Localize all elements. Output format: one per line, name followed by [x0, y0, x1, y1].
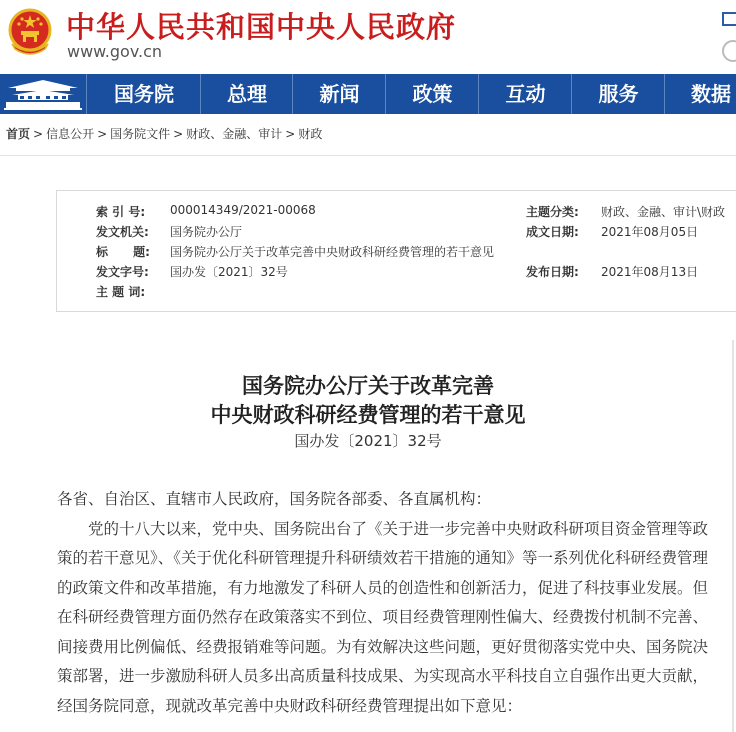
breadcrumb-item[interactable]: 财政 — [298, 127, 323, 141]
meta-topic-label: 主题分类: — [526, 205, 579, 219]
nav-item-news[interactable]: 新闻 — [292, 74, 386, 114]
meta-published-label: 发布日期: — [526, 265, 579, 279]
breadcrumb-separator: > — [173, 127, 184, 141]
content-divider — [0, 155, 736, 156]
breadcrumb-home[interactable]: 首页 — [6, 127, 31, 141]
nav-item-state-council[interactable]: 国务院 — [86, 74, 201, 114]
national-emblem-icon[interactable] — [8, 8, 52, 56]
meta-docno-label: 发文字号: — [96, 265, 149, 279]
meta-title-label: 标 题: — [96, 245, 150, 259]
breadcrumb-item[interactable]: 财政、金融、审计 — [186, 127, 283, 141]
breadcrumb-item[interactable]: 国务院文件 — [110, 127, 171, 141]
breadcrumb — [6, 125, 322, 142]
meta-topic-value: 财政、金融、审计\财政 — [601, 205, 726, 219]
meta-index-label: 索 引 号: — [96, 205, 146, 219]
breadcrumb-separator: > — [285, 127, 296, 141]
article-body — [57, 485, 711, 721]
meta-issuer-label: 发文机关: — [96, 225, 149, 239]
nav-item-premier[interactable]: 总理 — [200, 74, 293, 114]
meta-created-value: 2021年08月05日 — [601, 225, 699, 239]
article-paragraph: 党的十八大以来，党中央、国务院出台了《关于进一步完善中央财政科研项目资金管理等政策的若干意见》、《关于优化科研管理提升科研绩效若干措施的通知》等一系列优化科研经费管理的政策文件和改革措施，有力地激发了科研人员的创造性和创新活力，促进了科技事业发展。但在科研经费管理方面仍然存在政策落实不到位、项目经费管理刚性偏大、经费拨付机制不完善、间接费用比例偏低、经费报销难等问题。为有效解决这些问题，更好贯彻落实党中央、国务院决策部署，进一步激励科研人员多出高质量科技成果、为实现高水平科技自立自强作出更大贡献，经国务院同意，现就改革完善中央财政科研经费管理提出如下意见： — [57, 519, 709, 715]
meta-docno-value: 国办发〔2021〕32号 — [170, 265, 288, 279]
meta-published-value: 2021年08月13日 — [601, 265, 699, 279]
article-title-line2: 中央财政科研经费管理的若干意见 — [210, 403, 526, 427]
article-doc-number: 国办发〔2021〕32号 — [294, 432, 442, 450]
meta-title-value: 国务院办公厅关于改革完善中央财政科研经费管理的若干意见 — [170, 245, 495, 259]
nav-item-data[interactable]: 数据 — [664, 74, 736, 114]
meta-keywords-label: 主 题 词: — [96, 285, 146, 299]
article-salutation: 各省、自治区、直辖市人民政府，国务院各部委、各直属机构： — [57, 490, 492, 508]
nav-item-interaction[interactable]: 互动 — [478, 74, 572, 114]
partial-header-icon[interactable] — [722, 12, 736, 26]
article-title-line1: 国务院办公厅关于改革完善 — [242, 374, 494, 398]
site-url[interactable]: www.gov.cn — [67, 42, 163, 61]
breadcrumb-item[interactable]: 信息公开 — [46, 127, 95, 141]
document-metadata-box — [56, 190, 736, 312]
nav-item-services[interactable]: 服务 — [571, 74, 665, 114]
site-header — [0, 0, 736, 74]
breadcrumb-separator: > — [33, 127, 44, 141]
breadcrumb-separator: > — [97, 127, 108, 141]
tiananmen-logo-icon[interactable] — [0, 74, 86, 114]
partial-circle-icon[interactable] — [722, 40, 736, 62]
site-title[interactable]: 中华人民共和国中央人民政府 — [66, 10, 457, 44]
meta-issuer-value: 国务院办公厅 — [170, 225, 243, 239]
meta-created-label: 成文日期: — [526, 225, 579, 239]
main-nav — [0, 74, 736, 114]
nav-item-policy[interactable]: 政策 — [385, 74, 479, 114]
meta-index-value: 000014349/2021-00068 — [170, 203, 316, 217]
